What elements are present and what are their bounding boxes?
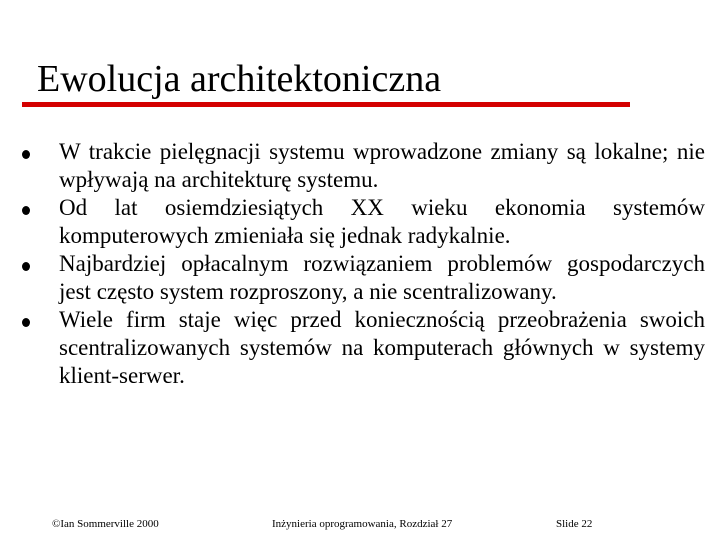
bullet-icon [22, 206, 30, 215]
title-underline [22, 102, 630, 107]
bullet-item [0, 250, 720, 306]
bullet-text: W trakcie pielęgnacji systemu wprowadzone zmiany są lokalne; nie wpływają na architekturę systemu. [59, 139, 705, 192]
bullet-text: Najbardziej opłacalnym rozwiązaniem problemów gospodarczych jest często system rozproszony, a nie scentralizowany. [59, 251, 705, 304]
bullet-text: Wiele firm staje więc przed koniecznością przeobrażenia swoich scentralizowanych systemów na komputerach głównych w systemy klient-serwer. [59, 307, 705, 388]
bullet-item [0, 306, 720, 390]
footer-slide-number: Slide 22 [556, 518, 593, 530]
bullet-item [0, 138, 720, 194]
bullet-icon [22, 318, 30, 327]
bullet-item [0, 194, 720, 250]
bullet-icon [22, 262, 30, 271]
slide-title: Ewolucja architektoniczna [37, 58, 442, 100]
footer-copyright: ©Ian Sommerville 2000 [52, 518, 159, 530]
footer-course-title: Inżynieria oprogramowania, Rozdział 27 [272, 518, 453, 530]
bullet-list [0, 138, 720, 390]
bullet-text: Od lat osiemdziesiątych XX wieku ekonomia systemów komputerowych zmieniała się jednak radykalnie. [59, 195, 705, 248]
bullet-icon [22, 150, 30, 159]
